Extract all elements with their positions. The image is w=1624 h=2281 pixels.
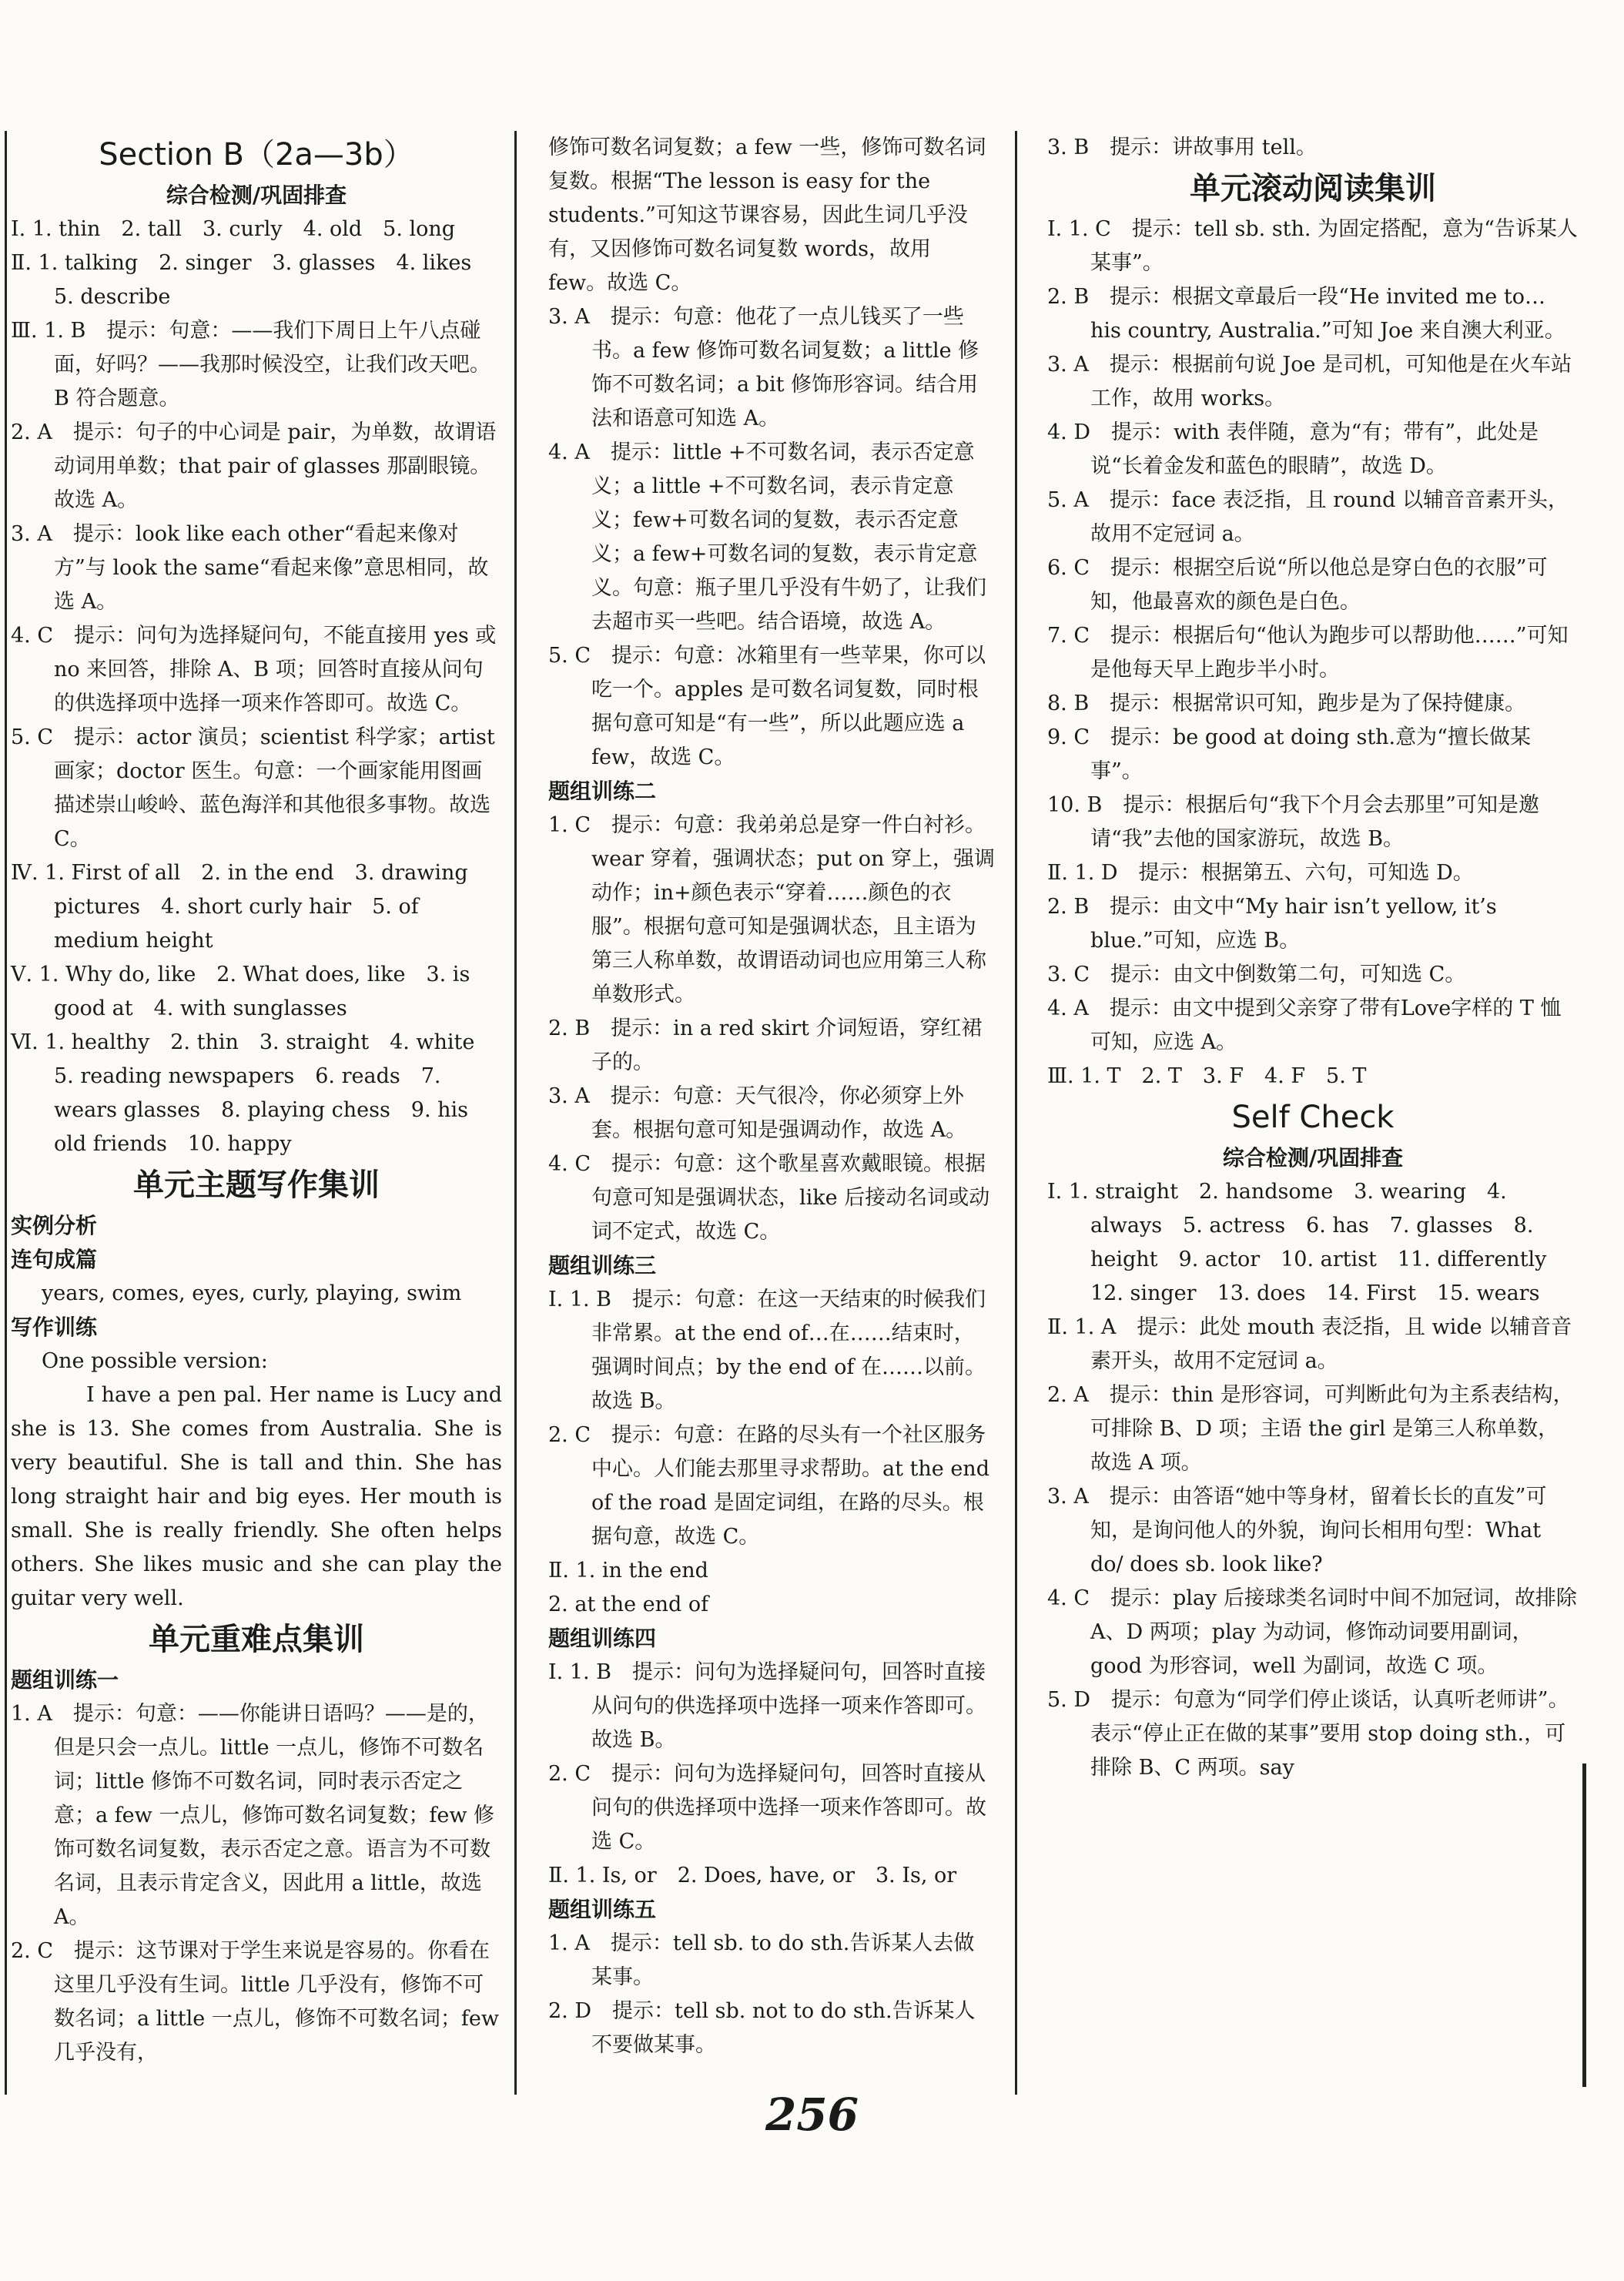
answer-line: Ⅴ. 1. Why do, like 2. What does, like 3. is good at 4. with sunglasses [11, 963, 470, 1020]
answer-line: 7. C 提示：根据后句“他认为跑步可以帮助他……”可知是他每天早上跑步半小时。 [1047, 624, 1569, 682]
answer-line: 3. A 提示：由答语“她中等身材，留着长长的直发”可知，是询问他人的外貌，询问长相用句型：What do/ does sb. look like? [1047, 1485, 1547, 1576]
answer-column-2 [548, 131, 995, 2062]
answer-column-3 [1047, 131, 1579, 1785]
answer-continuation: 修饰可数名词复数；a few 一些，修饰可数名词复数。根据“The lesson is easy for the students.”可知这节课容易，因此生词几乎没有，又因修饰可数名词复数 words，故用 few。故选 C。 [548, 136, 986, 295]
subsection-label: 题组训练一 [11, 1667, 119, 1693]
answer-line: Ⅰ. 1. straight 2. handsome 3. wearing 4. always 5. actress 6. has 7. glasses 8. height 9. actor 10. artist 11. differently 12. singer 13. does 14. First 15. wears [1047, 1180, 1568, 1305]
column-rule-left [5, 131, 7, 2095]
answer-line: Ⅳ. 1. First of all 2. in the end 3. drawing pictures 4. short curly hair 5. of medium height [11, 861, 468, 953]
subsection-label: 写作训练 [11, 1315, 98, 1340]
answer-line: Ⅰ. 1. C 提示：tell sb. sth. 为固定搭配，意为“告诉某人某事”。 [1047, 217, 1578, 275]
section-heading: Self Check [1231, 1100, 1395, 1135]
answer-line: Ⅱ. 1. in the end [548, 1559, 708, 1583]
column-rule-2 [1015, 131, 1017, 2095]
model-essay: I have a pen pal. Her name is Lucy and she is 13. She comes from Australia. She is very beautiful. She is tall and thin. She has long straight hair and big eyes. Her mouth is small. She is really friendly. She often helps others. She likes music and she can play the guitar very well. [11, 1383, 502, 1610]
answer-column-1 [11, 131, 502, 2070]
section-subtitle: 综合检测/巩固排查 [166, 183, 347, 208]
answer-line: 3. A 提示：look like each other“看起来像对方”与 look the same“看起来像”意思相同，故选 A。 [11, 522, 489, 614]
answer-line: 5. C 提示：actor 演员；scientist 科学家；artist 画家；doctor 医生。句意：一个画家能用图画描述崇山峻岭、蓝色海洋和其他很多事物。故选 C。 [11, 725, 495, 851]
answer-line: 2. B 提示：in a red skirt 介词短语，穿红裙子的。 [548, 1017, 983, 1074]
answer-line: 3. A 提示：句意：他花了一点儿钱买了一些书。a few 修饰可数名词复数；a little 修饰不可数名词；a bit 修饰形容词。结合用法和语意可知选 A。 [548, 305, 979, 430]
answer-line: 5. C 提示：句意：冰箱里有一些苹果，你可以吃一个。apples 是可数名词复数，同时根据句意可知是“有一些”，所以此题应选 a few，故选 C。 [548, 644, 986, 769]
section-heading: 单元重难点集训 [149, 1622, 364, 1657]
answer-line: Ⅱ. 1. A 提示：此处 mouth 表泛指，且 wide 以辅音音素开头，故用不定冠词 a。 [1047, 1315, 1572, 1373]
answer-line: Ⅱ. 1. talking 2. singer 3. glasses 4. likes 5. describe [11, 251, 493, 309]
answer-line: 10. B 提示：根据后句“我下个月会去那里”可知是邀请“我”去他的国家游玩，故选 B。 [1047, 793, 1539, 851]
answer-line: 1. A 提示：tell sb. to do sth.告诉某人去做某事。 [548, 1931, 975, 1989]
answer-line: 4. A 提示：由文中提到父亲穿了带有Love字样的 T 恤可知，应选 A。 [1047, 996, 1562, 1054]
answer-line: 4. A 提示：little +不可数名词，表示否定意义；a little +不可数名词，表示肯定意义；few+可数名词的复数，表示否定意义；a few+可数名词的复数，表示肯定意义。句意：瓶子里几乎没有牛奶了，让我们去超市买一些吧。结合语境，故选 A。 [548, 440, 986, 634]
answer-line: 2. D 提示：tell sb. not to do sth.告诉某人不要做某事。 [548, 1999, 976, 2057]
subsection-label: 题组训练三 [548, 1253, 657, 1278]
answer-line: 2. C 提示：句意：在路的尽头有一个社区服务中心。人们能去那里寻求帮助。at the end of the road 是固定词组，在路的尽头。根据句意，故选 C。 [548, 1423, 989, 1549]
answer-line: 5. A 提示：face 表泛指，且 round 以辅音音素开头，故用不定冠词 a。 [1047, 488, 1569, 546]
section-heading: 单元主题写作集训 [133, 1167, 380, 1203]
answer-line: 3. A 提示：根据前句说 Joe 是司机，可知他是在火车站工作，故用 works。 [1047, 353, 1572, 410]
answer-line: Ⅲ. 1. B 提示：句意：——我们下周日上午八点碰面，好吗？——我那时候没空，让我们改天吧。B 符合题意。 [11, 319, 491, 410]
answer-line: 8. B 提示：根据常识可知，跑步是为了保持健康。 [1047, 692, 1526, 715]
section-subtitle: 综合检测/巩固排查 [1222, 1145, 1404, 1171]
section-heading: Section B（2a—3b） [99, 137, 414, 172]
answer-line: 1. A 提示：句意：——你能讲日语吗？——是的，但是只会一点儿。little 一点儿，修饰不可数名词；little 修饰不可数名词，同时表示否定之意；a few 一点儿，修饰可数名词复数；few 修饰可数名词复数，表示否定之意。语言为不可数名词，且表示肯定含义，因此用 a little，故选 A。 [11, 1702, 495, 1929]
page-number: 256 [765, 2088, 859, 2141]
answer-line: Ⅵ. 1. healthy 2. thin 3. straight 4. white 5. reading newspapers 6. reads 7. wears glasses 8. playing chess 9. his old friends 10. happy [11, 1030, 496, 1156]
subsection-label: 题组训练二 [548, 779, 657, 804]
answer-line: 5. D 提示：句意为“同学们停止谈话，认真听老师讲”。表示“停止正在做的某事”要用 stop doing sth.，可排除 B、C 两项。say [1047, 1688, 1569, 1780]
answer-line: Ⅰ. 1. B 提示：问句为选择疑问句，回答时直接从问句的供选择项中选择一项来作答即可。故选 B。 [548, 1660, 986, 1752]
answer-line: 2. B 提示：由文中“My hair isn’t yellow, it’s blue.”可知，应选 B。 [1047, 895, 1497, 953]
answer-line: 2. A 提示：句子的中心词是 pair，为单数，故谓语动词用单数；that pair of glasses 那副眼镜。故选 A。 [11, 420, 497, 512]
answer-line: Ⅱ. 1. Is, or 2. Does, have, or 3. Is, or [548, 1864, 957, 1887]
answer-line: 3. C 提示：由文中倒数第二句，可知选 C。 [1047, 963, 1466, 986]
answer-line: 4. C 提示：play 后接球类名词时中间不加冠词，故排除 A、D 两项；play 为动词，修饰动词要用副词，good 为形容词，well 为副词，故选 C 项。 [1047, 1586, 1577, 1678]
plain-line: years, comes, eyes, curly, playing, swim [42, 1281, 462, 1305]
answer-line: 6. C 提示：根据空后说“所以他总是穿白色的衣服”可知，他最喜欢的颜色是白色。 [1047, 556, 1548, 614]
subsection-label: 实例分析 [11, 1213, 98, 1238]
answer-line: Ⅰ. 1. thin 2. tall 3. curly 4. old 5. long [11, 217, 456, 241]
section-heading: 单元滚动阅读集训 [1190, 171, 1436, 206]
answer-line: 4. C 提示：问句为选择疑问句，不能直接用 yes 或 no 来回答，排除 A、B 项；回答时直接从问句的供选择项中选择一项来作答即可。故选 C。 [11, 624, 497, 715]
subsection-label: 题组训练四 [548, 1626, 657, 1651]
answer-line: Ⅲ. 1. T 2. T 3. F 4. F 5. T [1047, 1064, 1367, 1088]
answer-line: 4. C 提示：句意：这个歌星喜欢戴眼镜。根据句意可知是强调状态，like 后接动名词或动词不定式，故选 C。 [548, 1152, 990, 1244]
answer-line: 2. C 提示：问句为选择疑问句，回答时直接从问句的供选择项中选择一项来作答即可。故选 C。 [548, 1762, 986, 1854]
answer-line: Ⅱ. 1. D 提示：根据第五、六句，可知选 D。 [1047, 861, 1474, 885]
subsection-label: 题组训练五 [548, 1897, 657, 1922]
column-rule-1 [514, 131, 517, 2095]
answer-line: 2. C 提示：这节课对于学生来说是容易的。你看在这里几乎没有生词。little 几乎没有，修饰不可数名词；a little 一点儿，修饰不可数名词；few 几乎没有， [11, 1939, 499, 2065]
answer-line: 2. B 提示：根据文章最后一段“He invited me to… his country, Australia.”可知 Joe 来自澳大利亚。 [1047, 285, 1565, 343]
answer-line: 9. C 提示：be good at doing sth.意为“擅长做某事”。 [1047, 725, 1531, 783]
subsection-label: 连句成篇 [11, 1247, 98, 1272]
answer-line: Ⅰ. 1. B 提示：句意：在这一天结束的时候我们非常累。at the end of…在……结束时，强调时间点；by the end of 在……以前。故选 B。 [548, 1288, 986, 1413]
answer-line: 3. A 提示：句意：天气很冷，你必须穿上外套。根据句意可知是强调动作，故选 A。 [548, 1084, 967, 1142]
answer-line: 4. D 提示：with 表伴随，意为“有；带有”，此处是说“长着金发和蓝色的眼睛”，故选 D。 [1047, 420, 1539, 478]
answer-line: 3. B 提示：讲故事用 tell。 [1047, 136, 1317, 159]
plain-line: One possible version: [42, 1349, 268, 1373]
answer-line: 2. A 提示：thin 是形容词，可判断此句为主系表结构，可排除 B、D 项；主语 the girl 是第三人称单数，故选 A 项。 [1047, 1383, 1574, 1475]
page-edge-bar [1582, 1764, 1586, 2087]
answer-line: 2. at the end of [548, 1593, 709, 1616]
answer-line: 1. C 提示：句意：我弟弟总是穿一件白衬衫。wear 穿着，强调状态；put on 穿上，强调动作；in+颜色表示“穿着……颜色的衣服”。根据句意可知是强调状态，且主语为第三人称单数，故谓语动词也应用第三人称单数形式。 [548, 813, 996, 1007]
